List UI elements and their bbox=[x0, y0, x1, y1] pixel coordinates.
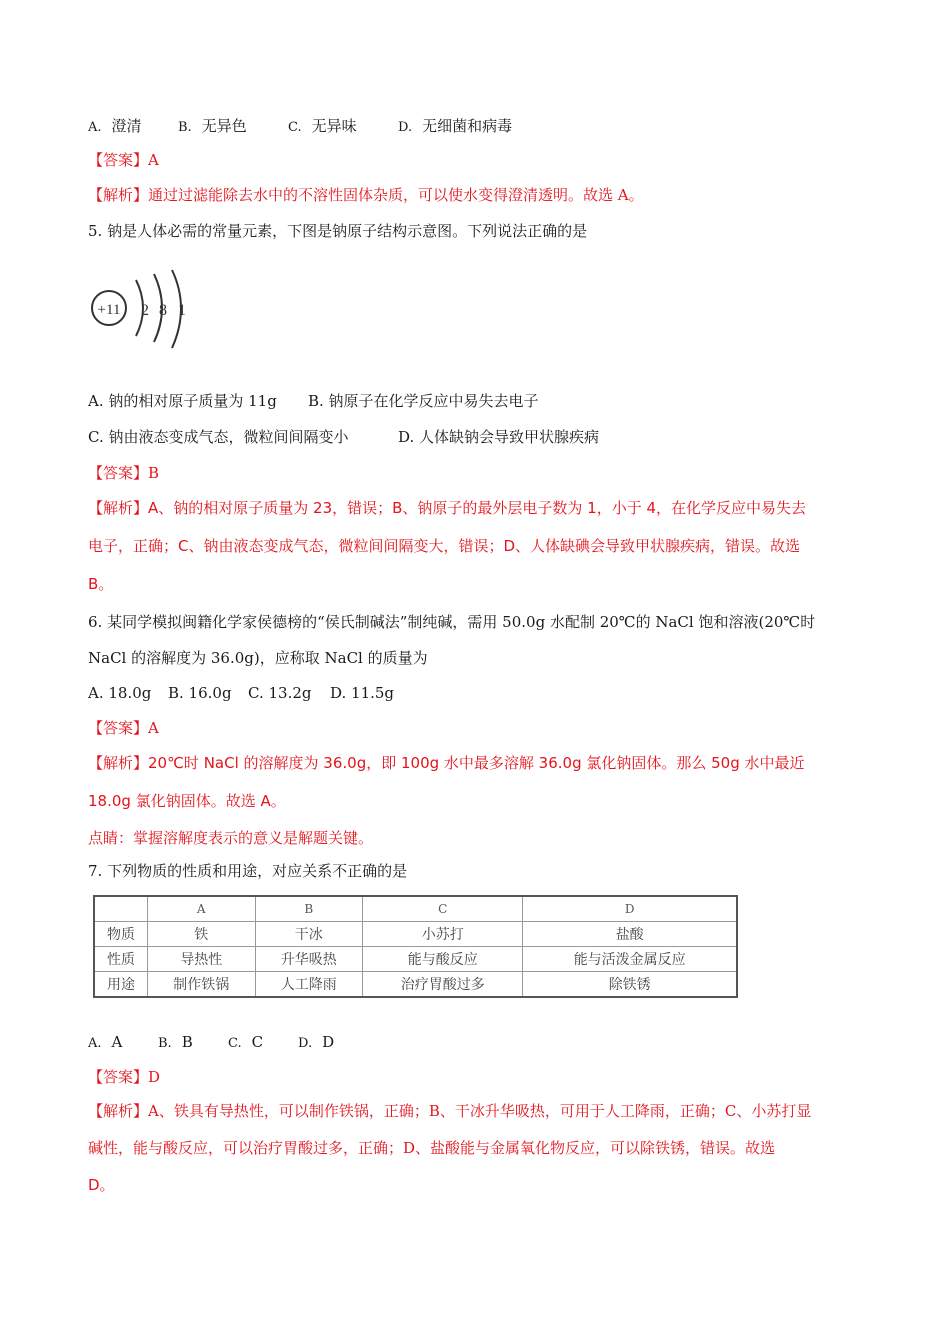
q6-stem-2: NaCl 的溶解度为 36.0g)，应称取 NaCl 的质量为 bbox=[88, 649, 428, 667]
table-cell: 铁 bbox=[148, 922, 256, 947]
q4-options bbox=[88, 116, 512, 138]
q5-analysis-2: 电子，正确；C、钠由液态变成气态，微粒间间隔变大，错误；D、人体缺碘会导致甲状腺疾病，错误。故选 bbox=[88, 537, 801, 555]
table-cell: 盐酸 bbox=[523, 922, 737, 947]
table-cell: 干冰 bbox=[255, 922, 363, 947]
table-cell: 人工降雨 bbox=[255, 972, 363, 998]
q4-option-a: A. 澄清 bbox=[88, 117, 142, 135]
q5-option-a: A. 钠的相对原子质量为 11g bbox=[88, 392, 277, 410]
q5-answer: 【答案】B bbox=[88, 464, 160, 482]
shell-count-3: 1 bbox=[178, 302, 186, 319]
q5-analysis-3: B。 bbox=[88, 575, 114, 593]
q5-option-d: D. 人体缺钠会导致甲状腺疾病 bbox=[398, 428, 600, 446]
table-cell: 小苏打 bbox=[363, 922, 523, 947]
q6-option-d: D. 11.5g bbox=[330, 684, 395, 702]
q4-analysis: 【解析】通过过滤能除去水中的不溶性固体杂质，可以使水变得澄清透明。故选 A。 bbox=[88, 186, 644, 204]
q4-option-c: C. 无异味 bbox=[288, 117, 357, 135]
table-cell: 除铁锈 bbox=[523, 972, 737, 998]
table-header-cell bbox=[94, 896, 148, 922]
table-row-label: 用途 bbox=[94, 972, 148, 998]
shell-count-2: 8 bbox=[159, 302, 167, 319]
q5-option-c: C. 钠由液态变成气态，微粒间间隔变小 bbox=[88, 428, 349, 446]
table-header-cell: A bbox=[148, 896, 256, 922]
table-header-cell: D bbox=[523, 896, 737, 922]
table-cell: 导热性 bbox=[148, 947, 256, 972]
q6-option-a: A. 18.0g bbox=[88, 684, 152, 702]
table-row-label: 性质 bbox=[94, 947, 148, 972]
table-cell: 制作铁锅 bbox=[148, 972, 256, 998]
q4-option-b: B. 无异色 bbox=[178, 117, 247, 135]
table-row bbox=[94, 972, 737, 998]
q7-analysis-3: D。 bbox=[88, 1176, 115, 1194]
q4-option-d: D. 无细菌和病毒 bbox=[398, 117, 513, 135]
table-cell: 升华吸热 bbox=[255, 947, 363, 972]
q7-answer: 【答案】D bbox=[88, 1068, 161, 1086]
q5-stem: 5. 钠是人体必需的常量元素，下图是钠原子结构示意图。下列说法正确的是 bbox=[88, 222, 588, 240]
table-header-cell: B bbox=[255, 896, 363, 922]
q7-option-b: B. B bbox=[158, 1033, 193, 1051]
q6-analysis-1: 【解析】20℃时 NaCl 的溶解度为 36.0g，即 100g 水中最多溶解 36.0g 氯化钠固体。那么 50g 水中最近 bbox=[88, 754, 805, 772]
table-row-label: 物质 bbox=[94, 922, 148, 947]
property-table bbox=[93, 895, 738, 998]
q5-option-b: B. 钠原子在化学反应中易失去电子 bbox=[308, 392, 539, 410]
q5-options-row-1 bbox=[88, 391, 539, 411]
q6-tip: 点睛：掌握溶解度表示的意义是解题关键。 bbox=[88, 829, 374, 847]
q6-answer: 【答案】A bbox=[88, 719, 159, 737]
table-row bbox=[94, 922, 737, 947]
q6-analysis-2: 18.0g 氯化钠固体。故选 A。 bbox=[88, 792, 286, 810]
q6-option-c: C. 13.2g bbox=[248, 684, 312, 702]
q5-analysis-1: 【解析】A、钠的相对原子质量为 23，错误；B、钠原子的最外层电子数为 1，小于 4，在化学反应中易失去 bbox=[88, 499, 807, 517]
table-row bbox=[94, 947, 737, 972]
q4-answer: 【答案】A bbox=[88, 151, 159, 169]
table-cell: 能与活泼金属反应 bbox=[523, 947, 737, 972]
q7-analysis-1: 【解析】A、铁具有导热性，可以制作铁锅，正确；B、干冰升华吸热，可用于人工降雨，正确；C、小苏打显 bbox=[88, 1102, 812, 1120]
q7-option-d: D. D bbox=[298, 1033, 335, 1051]
q7-stem: 7. 下列物质的性质和用途，对应关系不正确的是 bbox=[88, 862, 408, 880]
table-cell: 能与酸反应 bbox=[363, 947, 523, 972]
q6-option-b: B. 16.0g bbox=[168, 684, 232, 702]
sodium-atom-diagram bbox=[88, 268, 198, 358]
q7-analysis-2: 碱性，能与酸反应，可以治疗胃酸过多，正确；D、盐酸能与金属氧化物反应，可以除铁锈，错误。故选 bbox=[88, 1139, 776, 1157]
q6-stem-1: 6. 某同学模拟闽籍化学家侯德榜的“侯氏制碱法”制纯碱，需用 50.0g 水配制 20℃的 NaCl 饱和溶液(20℃时 bbox=[88, 613, 816, 631]
q7-options bbox=[88, 1032, 334, 1054]
table-cell: 治疗胃酸过多 bbox=[363, 972, 523, 998]
table-header-cell: C bbox=[363, 896, 523, 922]
q7-option-c: C. C bbox=[228, 1033, 264, 1051]
q5-options-row-2 bbox=[88, 427, 599, 447]
q7-option-a: A. A bbox=[88, 1033, 123, 1051]
shell-count-1: 2 bbox=[141, 302, 149, 319]
q6-options bbox=[88, 683, 394, 703]
table-header-row bbox=[94, 896, 737, 922]
nucleus-label: +11 bbox=[97, 302, 121, 318]
